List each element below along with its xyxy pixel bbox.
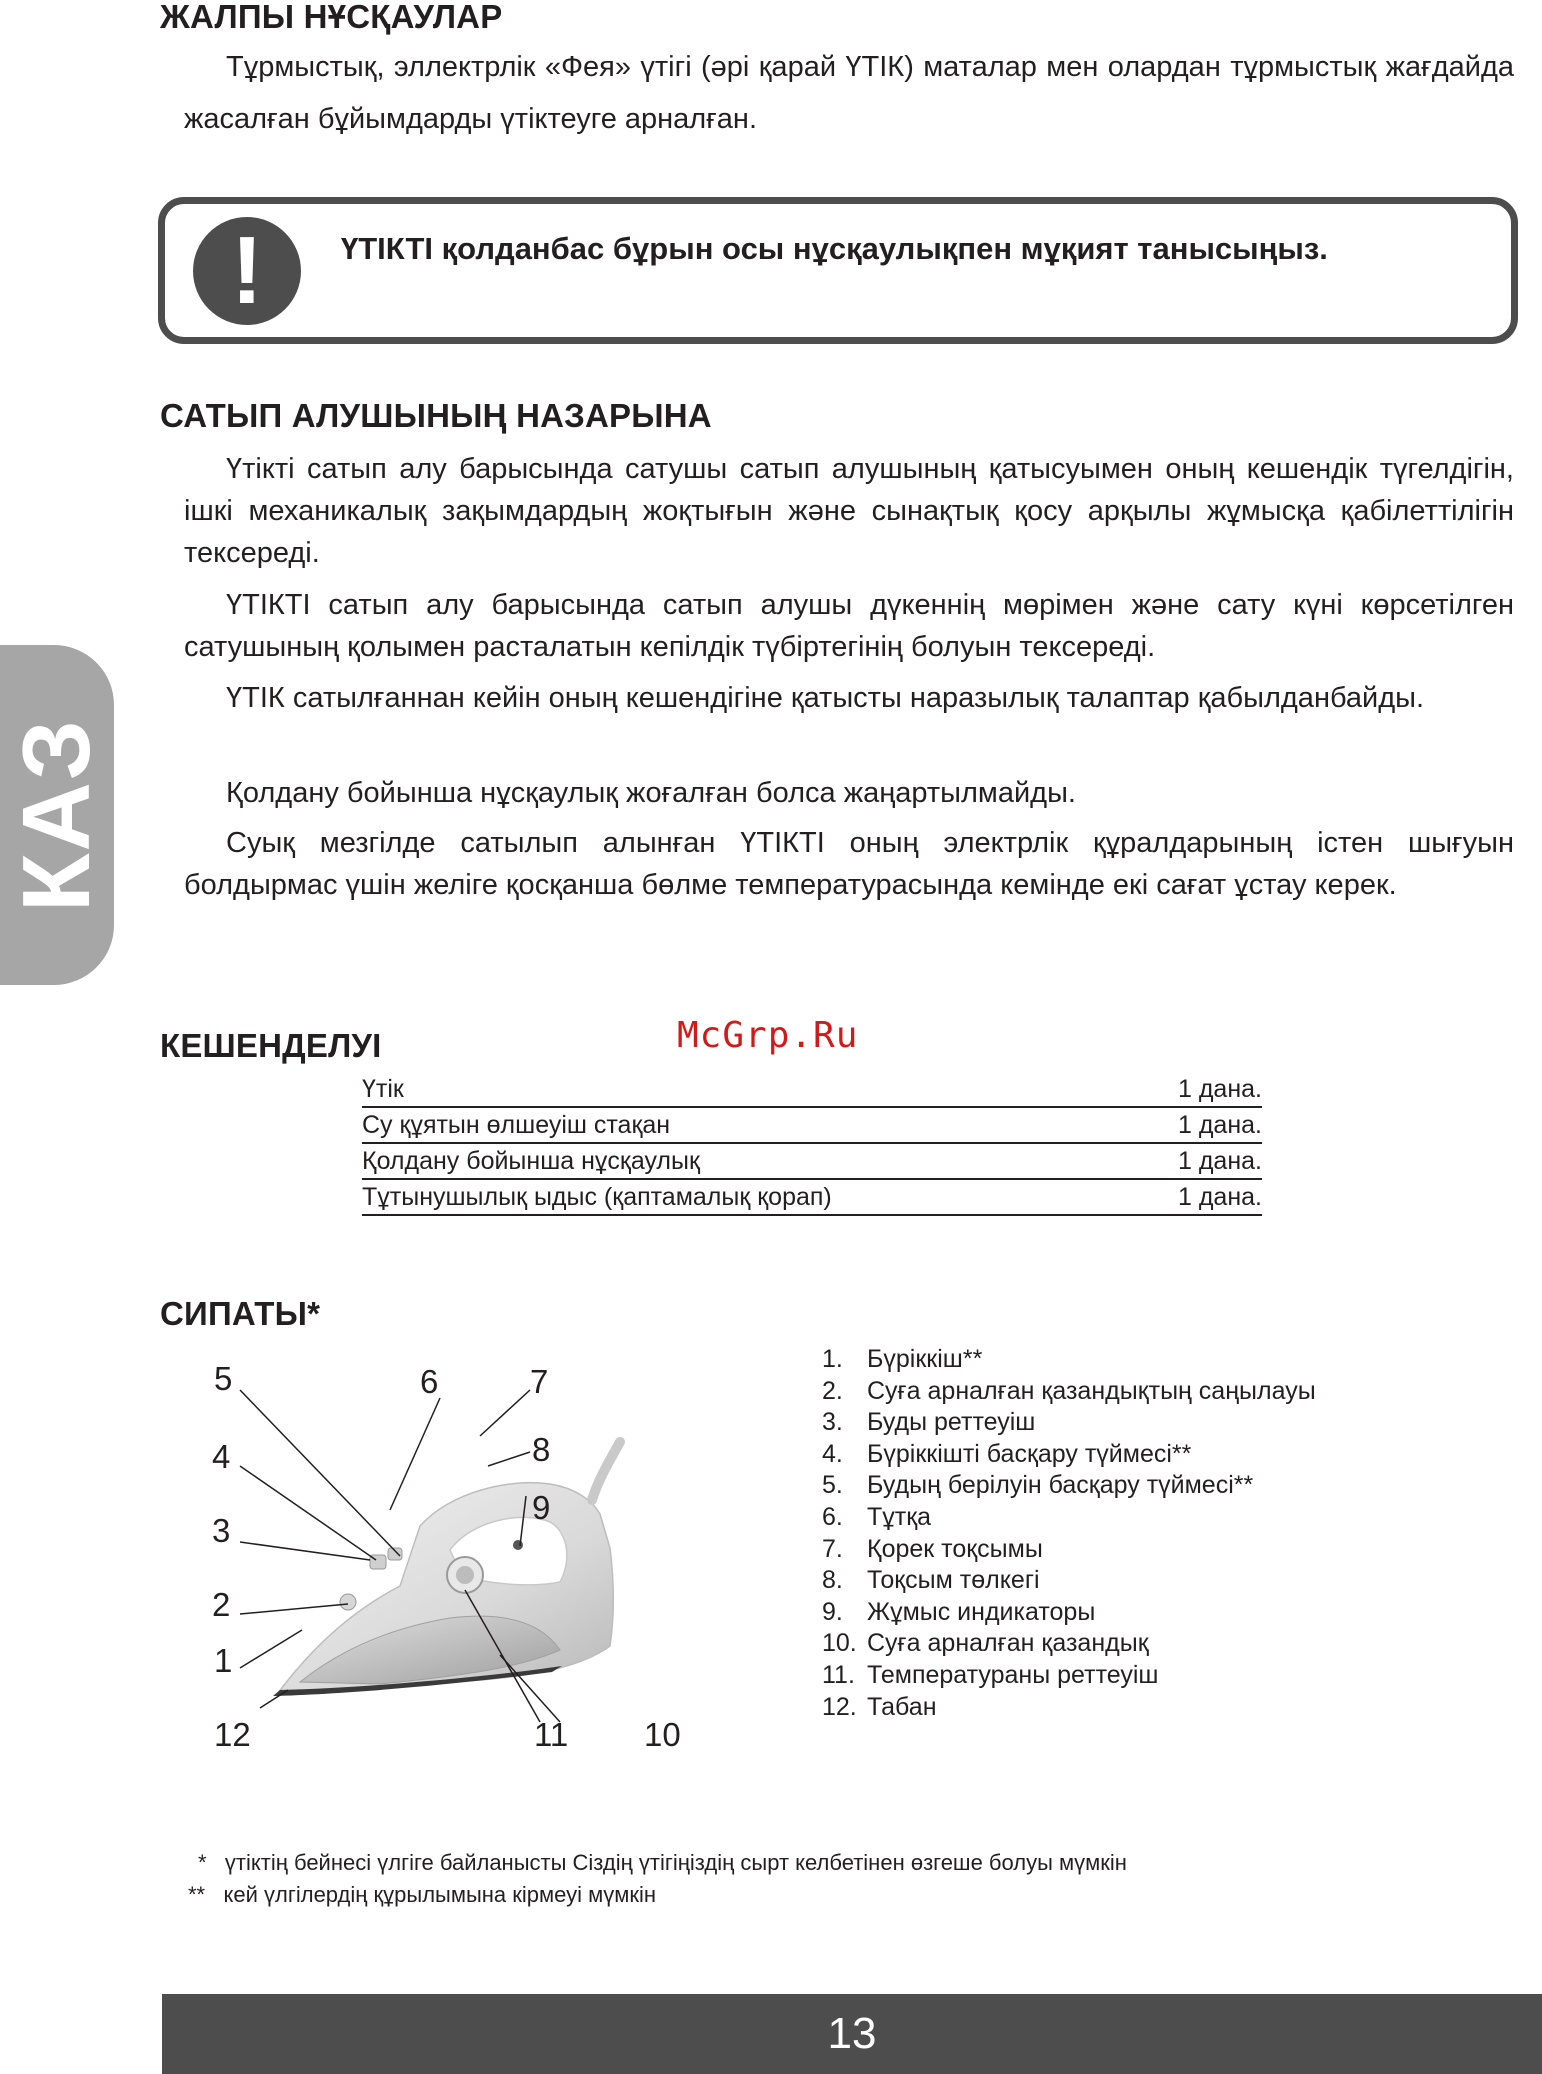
kit-item-qty: 1 дана.	[1178, 1111, 1262, 1139]
warning-notice-box	[158, 197, 1518, 344]
footnote-text: кей үлгілердің құрылымына кірмеуі мүмкін	[223, 1882, 657, 1907]
callout-12: 12	[214, 1716, 251, 1753]
part-item	[822, 1628, 1522, 1660]
part-item	[822, 1439, 1522, 1471]
part-item	[822, 1344, 1522, 1376]
page-footer	[162, 1994, 1542, 2074]
part-label: Бүріккіш**	[867, 1345, 983, 1373]
callout-1: 1	[214, 1642, 233, 1679]
callout-10: 10	[644, 1716, 681, 1753]
general-paragraph: Тұрмыстық, эллектрлік «Фея» үтігі (әрі қарай ҮТІК) маталар мен олардан тұрмыстық жағдайда жасалған бұйымдарды үтіктеуге арналған.	[184, 51, 1514, 135]
callout-9: 9	[532, 1489, 551, 1526]
part-item	[822, 1502, 1522, 1534]
callout-7: 7	[530, 1363, 549, 1400]
part-label: Қорек тоқсымы	[867, 1534, 1043, 1563]
kit-heading: КЕШЕНДЕЛУІ	[160, 1027, 382, 1064]
footnote-single	[198, 1846, 1127, 1879]
kit-item-qty: 1 дана.	[1178, 1147, 1262, 1175]
kit-item-name: Су құятын өлшеуіш стақан	[362, 1111, 671, 1139]
kit-item-qty: 1 дана.	[1178, 1183, 1262, 1211]
part-item	[822, 1407, 1522, 1439]
watermark: McGrp.Ru	[677, 1015, 859, 1056]
part-number: 9.	[822, 1597, 843, 1626]
buyer-paragraph-2: ҮТІКТІ сатып алу барысында сатып алушы дүкеннің мөрімен және сату күні көрсетілген сатушының қолымен расталатын кепілдік түбіртегінің болуын тексереді.	[184, 589, 1514, 663]
part-label: Суға арналған қазандықтың саңылауы	[867, 1376, 1316, 1405]
kit-item-name: Тұтынушылық ыдыс (қаптамалық қорап)	[362, 1183, 832, 1211]
warning-notice-text: ҮТІКТІ қолданбас бұрын осы нұсқаулықпен мұқият танысыңыз.	[341, 231, 1328, 266]
buyer-paragraph-1: Үтікті сатып алу барысында сатушы сатып алушының қатысуымен оның кешендік түгелдігін, ішкі механикалық зақымдардың жоқтығын және сынақтық қосу арқылы жұмысқа қабілеттілігін тексереді.	[184, 453, 1514, 569]
kit-item	[362, 1074, 1262, 1108]
kit-item	[362, 1110, 1262, 1144]
part-item	[822, 1597, 1522, 1629]
part-item	[822, 1376, 1522, 1408]
part-label: Буды реттеуіш	[867, 1408, 1036, 1437]
part-number: 4.	[822, 1439, 843, 1468]
part-label: Тұтқа	[867, 1502, 932, 1531]
part-item	[822, 1660, 1522, 1692]
part-number: 12.	[822, 1692, 857, 1721]
callout-3: 3	[212, 1512, 231, 1549]
part-number: 2.	[822, 1376, 843, 1405]
part-number: 6.	[822, 1502, 843, 1531]
buyer-paragraph-5: Суық мезгілде сатылып алынған ҮТІКТІ оның электрлік құралдарының істен шығуын болдырмас үшін желіге қосқанша бөлме температурасында кемінде екі сағат ұстау керек.	[184, 827, 1514, 901]
part-label: Температураны реттеуіш	[867, 1660, 1159, 1689]
language-side-tab	[0, 645, 114, 985]
part-number: 3.	[822, 1408, 843, 1437]
part-number: 5.	[822, 1471, 843, 1500]
callout-8: 8	[532, 1431, 551, 1468]
parts-list	[822, 1344, 1522, 1723]
part-item	[822, 1565, 1522, 1597]
exclamation-icon: !	[231, 217, 263, 324]
footnote-double	[188, 1878, 656, 1911]
buyer-heading: САТЫП АЛУШЫНЫҢ НАЗАРЫНА	[160, 397, 712, 434]
language-tab-label: КАЗ	[3, 717, 110, 913]
kit-item	[362, 1146, 1262, 1180]
callout-5: 5	[214, 1360, 233, 1397]
kit-item-name: Үтік	[362, 1075, 404, 1103]
iron-illustration	[273, 1442, 620, 1696]
page-number: 13	[827, 2009, 877, 2058]
part-label: Тоқсым төлкегі	[867, 1566, 1040, 1595]
kit-item-name: Қолдану бойынша нұсқаулық	[362, 1147, 700, 1175]
warning-circle	[193, 217, 301, 325]
callout-11: 11	[534, 1716, 569, 1753]
part-item	[822, 1692, 1522, 1724]
footnote-marker: *	[198, 1850, 207, 1875]
part-label: Жұмыс индикаторы	[867, 1597, 1096, 1626]
callout-2: 2	[212, 1586, 231, 1623]
part-item	[822, 1470, 1522, 1502]
footnote-text: үтіктің бейнесі үлгіге байланысты Сіздің үтігіңіздің сырт келбетінен өзгеше болуы мүмкін	[224, 1850, 1127, 1875]
part-number: 11.	[822, 1660, 855, 1689]
part-number: 8.	[822, 1566, 843, 1595]
part-number: 7.	[822, 1534, 843, 1563]
buyer-paragraph-3: ҮТІК сатылғаннан кейін оның кешендігіне қатысты наразылық талаптар қабылданбайды.	[226, 682, 1425, 714]
general-heading: ЖАЛПЫ НҰСҚАУЛАР	[160, 0, 503, 35]
iron-diagram	[200, 1350, 720, 1770]
part-label: Бүріккішті басқару түймесі**	[867, 1439, 1192, 1468]
kit-item	[362, 1182, 1262, 1216]
buyer-paragraph-4: Қолдану бойынша нұсқаулық жоғалған болса жаңартылмайды.	[226, 777, 1076, 809]
part-number: 1.	[822, 1345, 843, 1373]
callout-4: 4	[212, 1438, 231, 1475]
kit-item-qty: 1 дана.	[1178, 1075, 1262, 1103]
kit-list	[362, 1074, 1262, 1218]
footnote-marker: **	[188, 1882, 206, 1907]
part-label: Будың берілуін басқару түймесі**	[867, 1471, 1254, 1500]
part-item	[822, 1534, 1522, 1566]
callout-6: 6	[420, 1363, 439, 1400]
features-heading: СИПАТЫ*	[160, 1295, 321, 1332]
part-label: Суға арналған қазандық	[867, 1629, 1149, 1658]
part-label: Табан	[867, 1692, 937, 1721]
part-number: 10.	[822, 1629, 857, 1658]
